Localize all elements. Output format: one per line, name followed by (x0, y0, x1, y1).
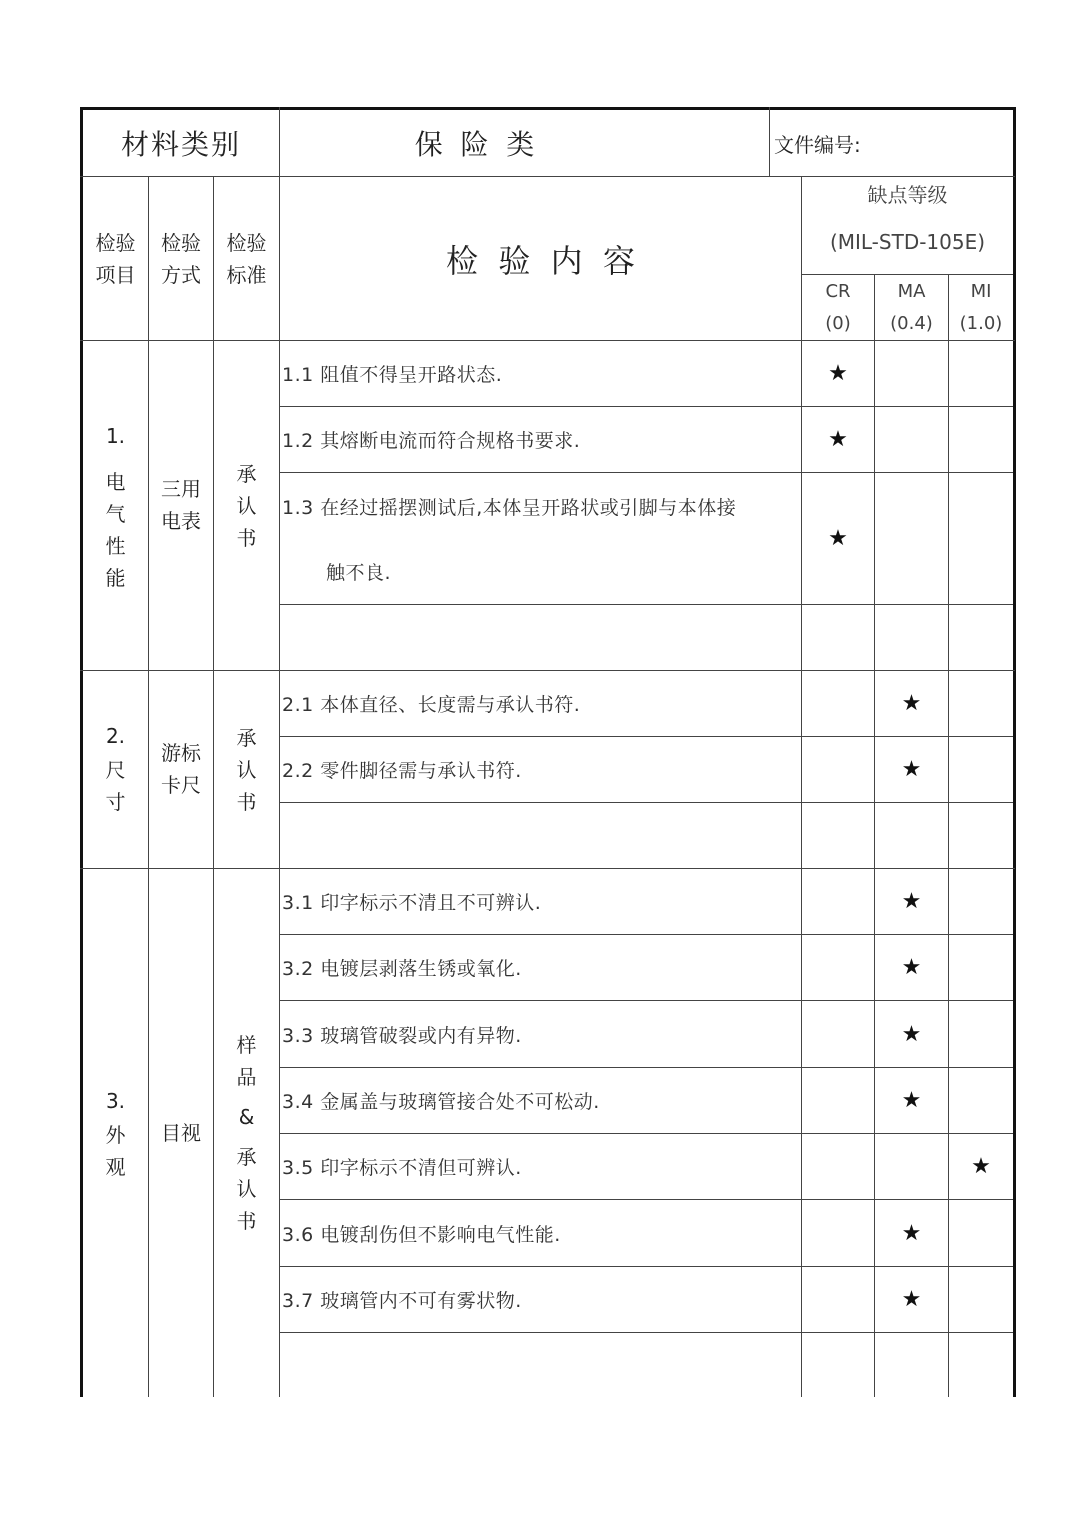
inspection-item-1-2: 1.2 其熔断电流而符合规格书要求. (282, 430, 581, 452)
col-header-defect-std: (MIL-STD-105E) (829, 230, 986, 254)
inspection-item-2-2: 2.2 零件脚径需与承认书符. (282, 760, 522, 782)
inspection-item-3-2: 3.2 电镀层剥落生锈或氧化. (282, 958, 522, 980)
section1-standard-char: 认 (236, 494, 257, 518)
section2-standard (214, 720, 279, 820)
ma-star-3-3: ★ (901, 1021, 922, 1047)
section2-method-line2: 卡尺 (161, 773, 201, 797)
inspection-item-3-7: 3.7 玻璃管内不可有雾状物. (282, 1290, 522, 1312)
cr-star-1-2: ★ (828, 427, 848, 452)
material-category-label: 材料类别 (120, 128, 241, 161)
section1-item-char: 电 (105, 470, 126, 494)
section1-item-char: 性 (105, 534, 126, 558)
section2-standard-char: 书 (236, 790, 257, 814)
section1-method-line2: 电表 (161, 509, 201, 533)
section2-item (83, 720, 148, 840)
col-header-method-line2: 方式 (161, 262, 201, 287)
col-header-standard-line1: 检验 (226, 230, 267, 255)
section2-method (149, 736, 213, 802)
inspection-item-1-3: 1.3 在经过摇摆测试后,本体呈开路状或引脚与本体接 (282, 496, 737, 519)
section3-item-char: 观 (105, 1155, 126, 1179)
mi-star-3-5: ★ (971, 1154, 991, 1179)
ma-star-3-4: ★ (901, 1088, 922, 1113)
col-header-item-line1: 检验 (95, 230, 136, 255)
row-divider (279, 604, 1013, 605)
inspection-item-3-6: 3.6 电镀刮伤但不影响电气性能. (282, 1223, 561, 1246)
section3-standard-char: 书 (236, 1209, 257, 1233)
section2-method-line1: 游标 (161, 741, 201, 765)
ma-star-2-1: ★ (901, 691, 922, 716)
col-header-cr (802, 275, 874, 340)
section3-standard-char: 品 (236, 1065, 257, 1089)
inspection-item-3-5: 3.5 印字标示不清但可辨认. (282, 1157, 522, 1179)
section1-item-char: 气 (105, 502, 126, 526)
section3-standard-char: 认 (236, 1177, 257, 1201)
section3-item-char: 外 (105, 1123, 126, 1147)
cr-star-1-1: ★ (828, 361, 848, 386)
col-header-ma (875, 275, 948, 340)
col-header-cr-aql: (0) (825, 312, 851, 334)
section1-method-line1: 三用 (161, 477, 201, 501)
inspection-item-1-1: 1.1 阻值不得呈开路状态. (282, 364, 503, 386)
col-header-mi-label: MI (970, 280, 992, 302)
section3-item (83, 1085, 148, 1205)
inspection-item-3-3: 3.3 玻璃管破裂或内有异物. (282, 1024, 522, 1047)
col-header-mi (949, 275, 1013, 340)
doc-number-label: 文件编号: (774, 132, 861, 157)
ma-star-3-1: ★ (901, 889, 922, 914)
ma-star-2-2: ★ (901, 757, 922, 782)
col-divider-mi (948, 274, 949, 1397)
col-header-defect-grade: 缺点等级 (867, 182, 948, 207)
cr-star-1-3: ★ (828, 526, 848, 551)
inspection-item-2-1: 2.1 本体直径、长度需与承认书符. (282, 694, 581, 716)
section1-standard-char: 书 (236, 526, 257, 550)
section3-method-line1: 目视 (161, 1121, 201, 1145)
section1-method (149, 472, 213, 538)
col-header-ma-label: MA (897, 280, 926, 302)
section3-item-no: 3. (105, 1089, 126, 1113)
section1-item-no: 1. (105, 424, 126, 448)
col-header-standard-line2: 标准 (226, 262, 267, 287)
section2-item-no: 2. (105, 724, 126, 748)
table-right-border (1013, 107, 1016, 1397)
section1-standard (214, 456, 279, 556)
ma-star-3-2: ★ (901, 955, 922, 980)
col-header-standard (214, 177, 279, 340)
section3-standard (214, 1018, 279, 1248)
section3-standard-char: & (238, 1105, 255, 1129)
section3-method (149, 1100, 213, 1166)
col-header-ma-aql: (0.4) (890, 312, 933, 334)
section1-standard-char: 承 (236, 462, 257, 486)
col-header-method-line1: 检验 (161, 230, 201, 255)
section3-standard-char: 承 (236, 1145, 257, 1169)
section2-standard-char: 承 (236, 726, 257, 750)
ma-star-3-6: ★ (901, 1220, 922, 1246)
material-category-value: 保 险 类 (414, 128, 535, 161)
row-divider (279, 802, 1013, 803)
section2-item-char: 寸 (105, 790, 126, 814)
col-header-cr-label: CR (825, 280, 851, 302)
inspection-item-3-1: 3.1 印字标示不清且不可辨认. (282, 892, 542, 914)
col-header-mi-aql: (1.0) (959, 312, 1003, 334)
inspection-item-3-4: 3.4 金属盖与玻璃管接合处不可松动. (282, 1091, 600, 1113)
row-divider (279, 1332, 1013, 1333)
section1-item-char: 能 (105, 566, 126, 590)
col-header-content: 检 验 内 容 (445, 241, 636, 280)
section1-item (83, 420, 148, 610)
section2-standard-char: 认 (236, 758, 257, 782)
col-header-item-line2: 项目 (95, 262, 136, 287)
section2-item-char: 尺 (105, 758, 126, 782)
col-header-item (83, 177, 148, 340)
col-header-method (149, 177, 213, 340)
inspection-item-1-3-cont: 触不良. (326, 562, 392, 584)
ma-star-3-7: ★ (901, 1287, 922, 1312)
section3-standard-char: 样 (236, 1033, 257, 1057)
